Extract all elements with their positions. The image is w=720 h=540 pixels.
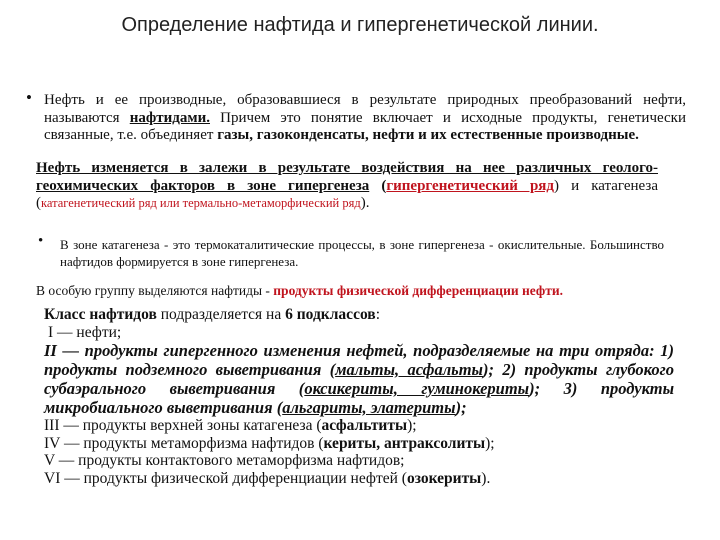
subclass-1: I — нефти; bbox=[48, 323, 122, 341]
subclass-2-oxykerites: оксикериты, гуминокериты bbox=[304, 379, 530, 398]
subclass-2-algarites: альгариты, элатериты bbox=[282, 398, 456, 417]
p4-text-a: В особую группу выделяются нафтиды - bbox=[36, 283, 274, 298]
p1-gases-term: газы, газоконденсаты, нефти и их естественные производные. bbox=[217, 127, 639, 143]
paragraph-catagenesis-zone bbox=[60, 237, 664, 270]
p2-catagenetic-series: катагенетический ряд или термально-метаморфический ряд bbox=[41, 196, 361, 210]
subclass-6-text-a: VI — продукты физической дифференциации нефтей ( bbox=[44, 469, 407, 487]
p2-text-f: ). bbox=[360, 195, 370, 211]
subclass-2-text-a: II — продукты гипергенного изменения нефтей, подразделяемые на три отряда: 1) продукты подземного выветривания ( bbox=[44, 341, 674, 379]
subclass-3-text-a: III — продукты верхней зоны катагенеза ( bbox=[44, 417, 322, 434]
paragraph-naftides-definition bbox=[44, 92, 686, 145]
class-heading-text: подразделяется на bbox=[156, 306, 286, 323]
subclass-2 bbox=[44, 341, 674, 417]
naftide-class-list bbox=[44, 306, 674, 487]
slide-title: Определение нафтида и гипергенетической линии. bbox=[121, 14, 599, 36]
p2-text-d: ) и катагенеза ( bbox=[36, 177, 658, 211]
subclass-6-text-c: ). bbox=[481, 469, 491, 487]
subclass-3-asphaltites: асфальтиты bbox=[321, 417, 408, 434]
subclass-2-text-g: ); bbox=[455, 398, 467, 417]
class-heading-colon: : bbox=[375, 306, 380, 323]
p2-hypergenetic-series: гипергенетический ряд bbox=[386, 177, 555, 194]
subclass-3 bbox=[44, 417, 674, 435]
p3-text: В зоне катагенеза - это термокаталитические процессы, в зоне гипергенеза - окислительные. Большинство нафтидов формируется в зоне гипергенеза. bbox=[60, 237, 664, 269]
subclass-6 bbox=[44, 470, 674, 488]
paragraph-special-group bbox=[36, 282, 676, 299]
subclass-2-text-c: ); 2) продукты глубокого субаэрального выветривания ( bbox=[44, 360, 674, 398]
subclass-6-ozokerites: озокериты bbox=[406, 469, 482, 487]
subclass-4-text-c: ); bbox=[485, 434, 495, 452]
subclass-4-kerites: кериты, антраксолиты bbox=[323, 434, 486, 452]
p1-naftides-term: нафтидами. bbox=[129, 109, 210, 126]
class-heading bbox=[44, 306, 674, 324]
subclass-4-text-a: IV — продукты метаморфизма нафтидов ( bbox=[44, 434, 324, 452]
bullet-1: • bbox=[26, 88, 32, 107]
class-heading-count: 6 подклассов bbox=[285, 306, 376, 323]
paragraph-oil-changes bbox=[36, 160, 658, 213]
p1-text-a: Нефть и ее производные, образовавшиеся в результате природных преобразований нефти, называются bbox=[44, 92, 686, 126]
p2-text-b: ( bbox=[369, 177, 387, 194]
p1-text-c: Причем это понятие включает и исходные продукты, генетически связанные, т.е. объединяет bbox=[44, 109, 686, 143]
subclass-5: V — продукты контактового метаморфизма нафтидов; bbox=[44, 452, 405, 469]
p2-text-a: Нефть изменяется в залежи в результате воздействия на нее различных геолого-геохимических факторов в зоне гипергенеза bbox=[36, 160, 658, 194]
bullet-2: • bbox=[38, 233, 44, 249]
p4-physical-differentiation: продукты физической дифференциации нефти. bbox=[273, 283, 564, 298]
subclass-2-malty: мальты, асфальты bbox=[335, 360, 484, 379]
class-heading-term: Класс нафтидов bbox=[44, 306, 157, 323]
subclass-2-text-e: ); 3) продукты микробиального выветривания ( bbox=[44, 379, 675, 417]
subclass-4 bbox=[44, 435, 674, 453]
subclass-3-text-c: ); bbox=[407, 417, 417, 434]
